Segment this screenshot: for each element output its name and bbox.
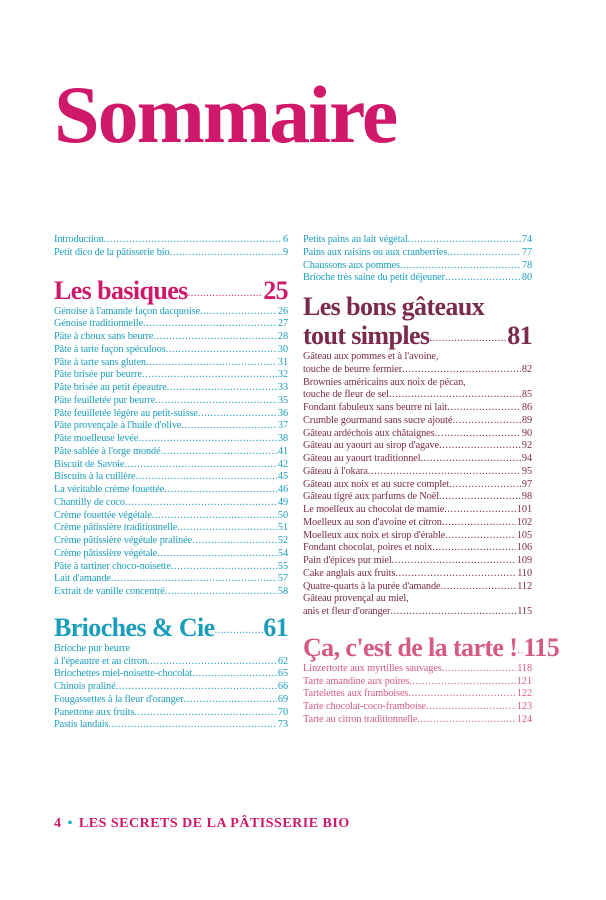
entry-page-number: 49 [277,496,288,508]
leader-dots [124,459,277,472]
leader-dots [215,625,264,637]
entry-page-number: 52 [277,535,288,546]
entry-page-number: 78 [521,259,532,271]
entry-page-number: 101 [516,504,532,515]
leader-dots [155,395,277,408]
leader-dots [157,548,277,561]
toc-entry[interactable] [54,643,288,669]
entry-title: Cake anglais aux fruits [303,567,396,579]
entry-page-number: 73 [277,719,288,731]
entry-title: Gâteau ardéchois aux châtaignes [303,427,435,439]
leader-dots [188,288,264,300]
leader-dots [439,440,521,453]
leader-dots [429,333,507,345]
entry-page-number: 112 [517,580,532,592]
toc-entry[interactable] [303,688,532,701]
entry-title: Lait d'amande [54,573,111,585]
entry-page-number: 45 [277,471,288,483]
entry-page-number: 85 [521,389,532,401]
entry-page-number: 41 [277,445,288,457]
section-title-line2: tout simples [303,321,430,350]
toc-entry[interactable] [303,247,532,260]
entry-page-number: 51 [277,522,288,534]
entry-page-number: 38 [277,433,288,444]
toc-entry[interactable] [54,369,288,382]
spacer [54,260,288,276]
toc-entry[interactable] [303,479,532,492]
toc-entry[interactable] [54,522,288,535]
leader-dots [184,694,277,707]
toc-entry[interactable] [54,707,288,720]
entry-title: Pâte provençale à l'huile d'olive [54,420,182,432]
entry-title: Biscuit de Savoie [54,458,125,470]
entry-page-number: 70 [277,706,288,718]
entry-title: Pâte à tarte sans gluten [54,356,146,368]
leader-dots [408,688,516,701]
toc-entry[interactable] [54,344,288,357]
leader-dots [447,247,521,260]
entry-title: Crème fouettée végétale [54,509,152,521]
leader-dots [432,542,516,555]
entry-title: Tartelettes aux framboises [303,688,409,700]
toc-entry[interactable] [54,395,288,408]
entry-page-number: 57 [277,573,288,585]
leader-dots [170,247,282,260]
toc-entry[interactable] [54,548,288,561]
entry-page-number: 122 [516,688,532,700]
toc-entry[interactable] [54,459,288,472]
entry-page-number: 9 [282,246,288,258]
entry-page-number: 94 [521,453,532,464]
entry-title: Moelleux au son d'avoine et citron [303,516,442,528]
toc-entry[interactable] [54,681,288,694]
entry-title: Chaussons aux pommes [303,259,400,271]
entry-page-number: 65 [277,668,288,680]
entry-title: Pâte feuilletée légère au petit-suisse [54,407,198,419]
entry-title: Pastis landais [54,719,109,731]
entry-title: Crème pâtissière végétale [54,547,158,559]
entry-page-number: 28 [277,331,288,342]
footer-bullet: • [67,816,73,831]
entry-title: Biscuits à la cuillère [54,471,136,483]
gateaux-list [303,351,532,619]
leader-dots [192,535,277,548]
entry-title: Génoise à l'amande façon dacquoise [54,305,200,317]
entry-title: Gâteau au yaourt traditionnel [303,453,421,464]
entry-title: Crème pâtissière traditionnelle [54,522,178,534]
basiques-list [54,306,288,599]
leader-dots [441,581,517,594]
leader-dots [143,318,277,331]
leader-dots [177,522,277,535]
leader-dots [136,471,277,484]
toc-entry[interactable] [303,517,532,530]
toc-entry[interactable] [303,428,532,441]
leader-dots [395,568,516,581]
leader-dots [389,389,521,402]
entry-page-number: 42 [277,458,288,470]
toc-entry[interactable] [54,471,288,484]
page-footer [54,816,350,832]
toc-entry[interactable] [54,234,288,247]
leader-dots [449,479,521,492]
toc-entry[interactable] [54,306,288,319]
section-heading-brioches[interactable] [54,613,288,643]
entry-page-number: 26 [277,305,288,317]
entry-title: Linzertorte aux myrtilles sauvages [303,662,442,674]
leader-dots [142,369,277,382]
entry-title: Brioche très saine du petit déjeuner [303,272,445,284]
leader-dots [166,344,277,357]
entry-page-number: 121 [516,675,532,687]
toc-entry[interactable] [54,382,288,395]
entry-title: Extrait de vanille concentré [54,586,165,597]
entry-page-number: 115 [517,606,532,617]
entry-page-number: 77 [521,246,532,258]
entry-title: Pâte brisée au petit épeautre [54,382,167,393]
toc-entry[interactable] [54,668,288,681]
toc-entry[interactable] [303,568,532,581]
entry-page-number: 32 [277,369,288,381]
toc-entry[interactable] [303,555,532,568]
leader-dots [445,272,521,285]
leader-dots [138,433,277,446]
toc-entry[interactable] [54,484,288,497]
entry-title-line1: Gâteau provençal au miel, [303,593,409,605]
entry-title: Pain d'épices pur miel [303,555,392,566]
entry-title: Pâte moelleuse levée [54,433,139,444]
toc-entry[interactable] [54,318,288,331]
toc-entry[interactable] [303,415,532,428]
page-title: Sommaire [54,69,397,160]
entry-title: Fougassettes à la fleur d'oranger [54,693,184,705]
entry-page-number: 36 [277,407,288,419]
entry-title: Quatre-quarts à la purée d'amande [303,580,441,592]
leader-dots [164,484,277,497]
entry-page-number: 33 [277,382,288,393]
section-page: 61 [263,612,288,642]
entry-page-number: 62 [277,655,288,667]
leader-dots [447,402,521,415]
entry-page-number: 109 [516,555,532,566]
entry-title: La véritable crème fouettée [54,484,165,495]
entry-page-number: 37 [277,420,288,432]
leader-dots [409,676,516,689]
entry-title-line2: touche de fleur de sel [303,389,389,401]
section-title: Ça, c'est de la tarte ! [303,632,518,662]
section-title: Brioches & Cie [54,612,215,642]
entry-title: Introduction [54,234,104,245]
leader-dots [125,497,277,510]
section-page: 25 [263,275,288,305]
toc-entry[interactable] [303,663,532,676]
entry-page-number: 27 [277,318,288,330]
entry-title: Pâte à tarte façon spéculoos [54,343,166,355]
entry-page-number: 74 [521,234,532,245]
leader-dots [445,530,516,543]
entry-title: Chinois praliné [54,681,116,692]
section-title-line1: Les bons gâteaux [303,292,485,321]
toc-entry[interactable] [54,331,288,344]
entry-page-number: 106 [516,542,532,554]
leader-dots [392,555,516,568]
entry-title: Crumble gourmand sans sucre ajouté [303,414,453,426]
toc-entry[interactable] [54,573,288,586]
leader-dots [181,420,277,433]
entry-page-number: 123 [516,701,532,712]
entry-page-number: 31 [277,356,288,368]
entry-page-number: 90 [521,427,532,439]
toc-entry[interactable] [303,714,532,727]
entry-title: Chantilly de coco [54,496,125,508]
leader-dots [147,656,277,669]
entry-title-line2: à l'épeautre et au citron [54,655,148,667]
toc-entry[interactable] [54,535,288,548]
entry-title: Fondant chocolat, poires et noix [303,542,433,554]
entry-title-line1: Brioche pur beurre [54,642,130,654]
entry-title: Pâte à tartiner choco-noisette [54,560,171,572]
entry-title: Pains aux raisins ou aux cranberries [303,246,448,258]
entry-page-number: 102 [516,516,532,528]
toc-entry[interactable] [303,530,532,543]
entry-page-number: 95 [521,465,532,477]
toc-entry[interactable] [303,504,532,517]
toc-entry[interactable] [303,581,532,594]
footer-book-title: LES SECRETS DE LA PÂTISSERIE BIO [78,816,350,831]
leader-dots [435,428,521,441]
toc-entry[interactable] [303,377,532,403]
leader-dots [439,491,521,504]
section-heading-basiques[interactable] [54,276,288,306]
toc-entry[interactable] [54,586,288,599]
entry-title: Génoise traditionnelle [54,318,144,330]
entry-title: Panettone aux fruits [54,706,135,718]
toc-entry[interactable] [54,510,288,523]
section-page: 115 [523,632,560,662]
entry-title: Le moelleux au chocolat de mamie [303,504,445,515]
entry-page-number: 6 [282,234,288,245]
spacer [303,619,532,633]
entry-title: Briochettes miel-noisette-chocolat [54,668,193,680]
entry-page-number: 30 [277,343,288,355]
toc-entry[interactable] [303,701,532,714]
leader-dots [165,586,277,599]
leader-dots [161,446,277,459]
leader-dots [108,719,277,732]
entry-title: Tarte chocolat-coco-framboise [303,701,427,712]
entry-title: Gâteau aux noix et au sucre complet [303,478,450,490]
entry-page-number: 98 [521,491,532,503]
toc-entry[interactable] [303,453,532,466]
entry-page-number: 66 [277,681,288,692]
toc-entry[interactable] [303,260,532,273]
toc-entry[interactable] [303,234,532,247]
entry-page-number: 97 [521,478,532,490]
toc-entry[interactable] [54,408,288,421]
brioches-continued-list [303,234,532,285]
entry-title: Gâteau au yaourt au sirop d'agave [303,440,440,452]
entry-page-number: 124 [516,713,532,725]
toc-entry[interactable] [54,247,288,260]
entry-title: Fondant fabuleux sans beurre ni lait [303,402,448,413]
leader-dots [146,357,277,370]
entry-page-number: 58 [277,586,288,597]
leader-dots [426,701,516,714]
leader-dots [452,415,521,428]
entry-page-number: 46 [277,484,288,495]
entry-title: Petit dico de la pâtisserie bio [54,246,170,258]
entry-title-line1: Gâteau aux pommes et à l'avoine, [303,351,439,362]
toc-entry[interactable] [303,542,532,555]
section-page: 81 [507,321,532,350]
entry-title-line2: touche de beurre fermier [303,363,403,375]
entry-title: Gâteau à l'okara [303,465,368,477]
leader-dots [444,504,516,517]
toc-entry[interactable] [54,433,288,446]
leader-dots [111,573,277,586]
leader-dots [408,234,521,247]
spacer [54,599,288,613]
section-heading-gateaux[interactable] [303,293,532,351]
entry-title-line2: anis et fleur d'oranger [303,606,391,617]
toc-entry[interactable] [54,357,288,370]
toc-column-right [303,234,560,727]
toc-entry[interactable] [54,420,288,433]
leader-dots [152,510,277,523]
entry-page-number: 118 [517,662,532,674]
toc-entry[interactable] [303,491,532,504]
toc-entry[interactable] [303,676,532,689]
tarte-list [303,663,532,727]
entry-page-number: 50 [277,509,288,521]
toc-entry[interactable] [303,593,532,619]
leader-dots [134,707,277,720]
leader-dots [417,714,515,727]
entry-title: Crème pâtissière végétale pralinée [54,535,193,546]
entry-title: Pâte feuilletée pur beurre [54,394,156,406]
toc-entry[interactable] [303,402,532,415]
leader-dots [104,234,282,247]
toc-entry[interactable] [54,694,288,707]
entry-page-number: 110 [517,567,532,579]
leader-dots [442,517,516,530]
entry-page-number: 80 [521,272,532,284]
toc-entry[interactable] [303,351,532,377]
entry-page-number: 54 [277,547,288,559]
entry-page-number: 82 [521,363,532,375]
entry-title: Moelleux aux noix et sirop d'érable [303,529,446,541]
toc-column-left [54,234,288,732]
leader-dots [200,306,277,319]
toc-entry[interactable] [54,561,288,574]
entry-page-number: 69 [277,693,288,705]
entry-page-number: 92 [521,440,532,452]
footer-page-number: 4 [54,816,62,831]
toc-entry[interactable] [303,440,532,453]
entry-page-number: 89 [521,414,532,426]
entry-title: Pâte sablée à l'orge mondé [54,445,161,457]
leader-dots [167,382,277,395]
entry-title: Pâte brisée pur beurre [54,369,142,381]
entry-page-number: 55 [277,560,288,572]
leader-dots [442,663,517,676]
entry-title: Tarte amandine aux poires [303,675,410,687]
entry-page-number: 35 [277,394,288,406]
toc-entry[interactable] [54,497,288,510]
entry-title: Tarte au citron traditionnelle [303,713,418,725]
entry-title: Petits pains au lait végétal [303,234,408,245]
leader-dots [420,453,520,466]
section-title: Les basiques [54,275,188,305]
leader-dots [400,260,521,273]
entry-title: Pâte à choux sans beurre [54,331,154,342]
entry-title-line1: Brownies américains aux noix de pécan, [303,376,466,388]
toc-entry[interactable] [54,446,288,459]
entry-title: Gâteau tigré aux parfums de Noël [303,491,440,503]
leader-dots [368,466,521,479]
leader-dots [171,561,277,574]
toc-entry[interactable] [303,466,532,479]
entry-page-number: 105 [516,529,532,541]
leader-dots [390,606,516,619]
leader-dots [198,408,277,421]
section-heading-tarte[interactable] [303,632,560,663]
intro-list [54,234,288,260]
brioches-list [54,643,288,732]
toc-entry[interactable] [54,719,288,732]
leader-dots [192,668,277,681]
leader-dots [153,331,277,344]
entry-page-number: 86 [521,402,532,413]
leader-dots [116,681,277,694]
toc-entry[interactable] [303,272,532,285]
leader-dots [402,364,521,377]
